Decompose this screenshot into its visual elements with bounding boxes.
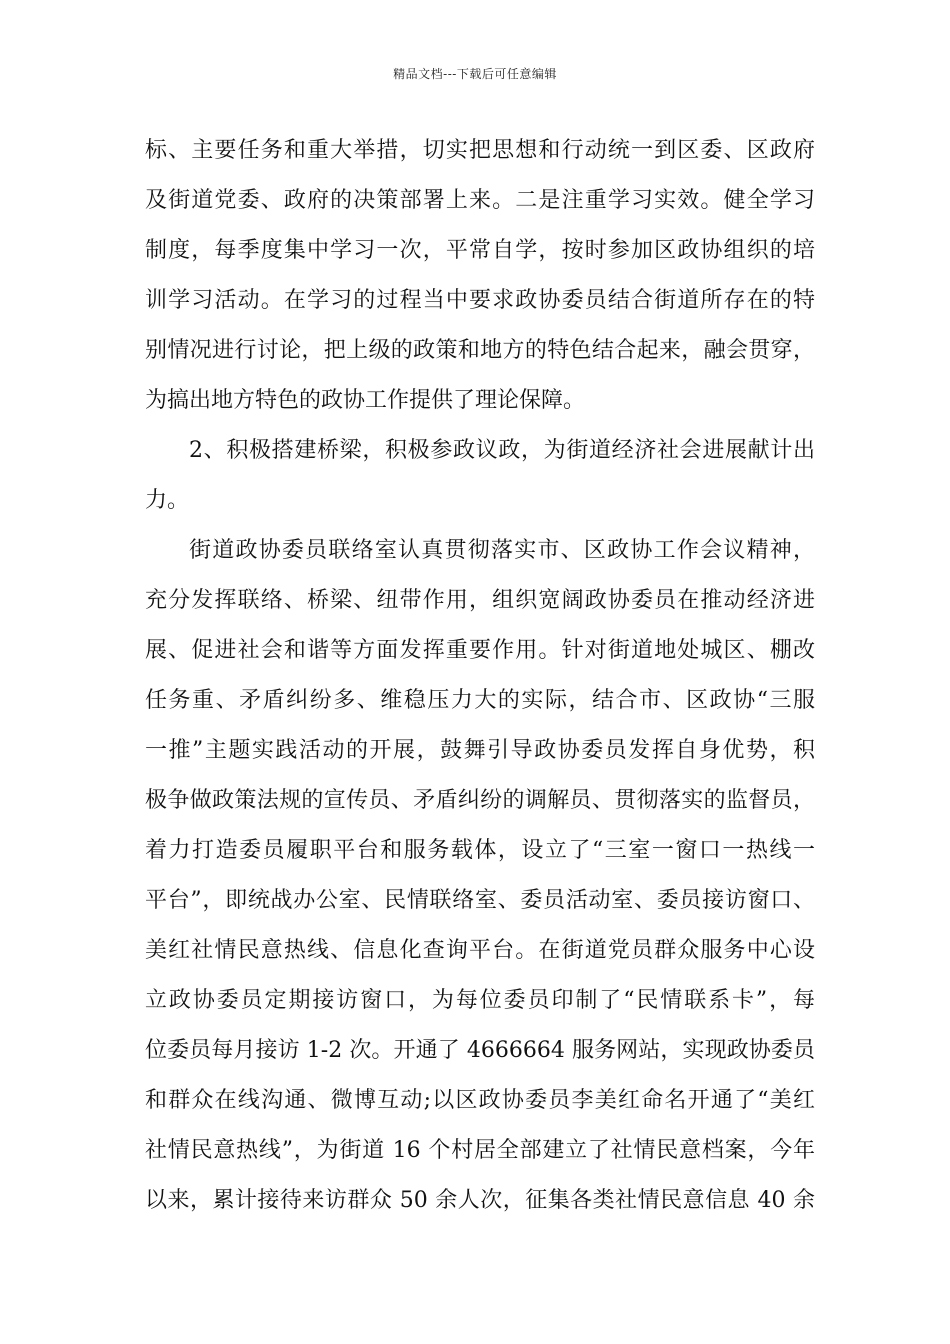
text-line: 标、主要任务和重大举措，切实把思想和行动统一到区委、区政府 [145, 138, 815, 163]
text-line: 2、积极搭建桥梁，积极参政议政，为街道经济社会进展献计出 [189, 438, 815, 463]
text-line: 及街道党委、政府的决策部署上来。二是注重学习实效。健全学习 [145, 188, 815, 213]
text-line: 极争做政策法规的宣传员、矛盾纠纷的调解员、贯彻落实的监督员， [145, 788, 815, 813]
text-line: 立政协委员定期接访窗口，为每位委员印制了“民情联系卡”，每 [145, 988, 815, 1013]
body-text [145, 126, 815, 1226]
text-line: 力。 [145, 488, 190, 513]
text-line: 训学习活动。在学习的过程当中要求政协委员结合街道所存在的特 [145, 288, 815, 313]
text-line: 社情民意热线”，为街道 16 个村居全部建立了社情民意档案，今年 [145, 1138, 815, 1163]
text-line: 一推”主题实践活动的开展，鼓舞引导政协委员发挥自身优势，积 [145, 738, 815, 763]
text-line: 制度，每季度集中学习一次，平常自学，按时参加区政协组织的培 [145, 238, 815, 263]
text-line: 充分发挥联络、桥梁、纽带作用，组织宽阔政协委员在推动经济进 [145, 588, 815, 613]
text-line: 和群众在线沟通、微博互动;以区政协委员李美红命名开通了“美红 [145, 1088, 815, 1113]
text-line: 着力打造委员履职平台和服务载体，设立了“三室一窗口一热线一 [145, 838, 815, 863]
text-line: 以来，累计接待来访群众 50 余人次，征集各类社情民意信息 40 余 [145, 1188, 815, 1213]
page-header: 精品文档---下载后可任意编辑 [393, 67, 557, 81]
text-line: 别情况进行讨论，把上级的政策和地方的特色结合起来，融会贯穿， [145, 338, 815, 363]
text-line: 任务重、矛盾纠纷多、维稳压力大的实际，结合市、区政协“三服 [145, 688, 815, 713]
text-line: 位委员每月接访 1-2 次。开通了 4666664 服务网站，实现政协委员 [145, 1038, 815, 1063]
text-line: 街道政协委员联络室认真贯彻落实市、区政协工作会议精神， [189, 538, 815, 563]
text-line: 为搞出地方特色的政协工作提供了理论保障。 [145, 388, 586, 413]
text-line: 展、促进社会和谐等方面发挥重要作用。针对街道地处城区、棚改 [145, 638, 815, 663]
text-line: 平台”，即统战办公室、民情联络室、委员活动室、委员接访窗口、 [145, 888, 815, 913]
text-line: 美红社情民意热线、信息化查询平台。在街道党员群众服务中心设 [145, 938, 815, 963]
